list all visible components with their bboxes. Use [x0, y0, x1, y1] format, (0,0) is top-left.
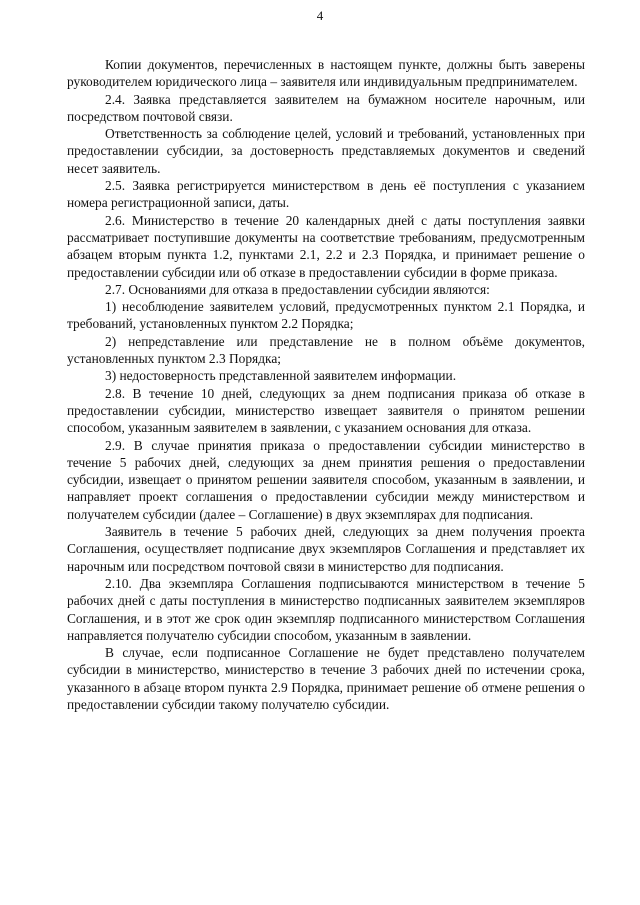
- paragraph-2-9: 2.9. В случае принятия приказа о предоставлении субсидии министерство в течение 5 рабочих дней, следующих за днем принятия решения о предоставлении субсидии, извещает о принятом решении заявителя способом, указанным в заявлении, и направляет проект соглашения о предоставлении субсидии между министерством и получателем субсидии (далее – Соглашение) в двух экземплярах для подписания.: [67, 437, 585, 522]
- paragraph-2-5: 2.5. Заявка регистрируется министерством в день её поступления с указанием номера регистрационной записи, даты.: [67, 178, 585, 211]
- page-number: 4: [316, 8, 324, 23]
- paragraph-2-7: 2.7. Основаниями для отказа в предоставлении субсидии являются:: [105, 281, 490, 297]
- paragraph-2-7-item-2: 2) непредставление или представление не в полном объёме документов, установленных пунктом 2.3 Порядка;: [67, 333, 585, 367]
- paragraph-2-7-item-3: 3) недостоверность представленной заявителем информации.: [105, 368, 457, 384]
- paragraph-2-7-item-1: 1) несоблюдение заявителем условий, предусмотренных пунктом 2.1 Порядка, и требований, установленных пунктом 2.2 Порядка;: [67, 299, 585, 332]
- paragraph-2-4: 2.4. Заявка представляется заявителем на бумажном носителе нарочным, или посредством почтовой связи.: [67, 91, 585, 124]
- paragraph-applicant-signing: Заявитель в течение 5 рабочих дней, следующих за днем получения проекта Соглашения, осуществляет подписание двух экземпляров Соглашения и представляет их нарочным или посредством почтовой связи в министерство для подписания.: [67, 524, 585, 574]
- paragraph-responsibility: Ответственность за соблюдение целей, условий и требований, установленных при предоставлении субсидии, за достоверность представляемых документов и сведений несет заявитель.: [67, 126, 585, 176]
- paragraph-2-10: 2.10. Два экземпляра Соглашения подписываются министерством в течение 5 рабочих дней с даты поступления в министерство подписанных заявителем экземпляров Соглашения, и в этот же срок один экземпляр подписанного министерством Соглашения направляется получателю субсидии способом, указанным в заявлении.: [67, 575, 585, 643]
- paragraph-2-8: 2.8. В течение 10 дней, следующих за днем подписания приказа об отказе в предоставлении субсидии, министерство извещает заявителя о принятом решении способом, указанным заявителем в заявлении, с указанием основания для отказа.: [67, 385, 585, 436]
- paragraph-2-6: 2.6. Министерство в течение 20 календарных дней с даты поступления заявки рассматривает поступившие документы на соответствие требованиям, предусмотренным абзацем вторым пункта 1.2, пунктами 2.1, 2.2 и 2.3 Порядка, и принимает решение о предоставлении субсидии или об отказе в предоставлении субсидии в форме приказа.: [67, 212, 585, 280]
- paragraph-copies-certification: Копии документов, перечисленных в настоящем пункте, должны быть заверены руководителем юридического лица – заявителя или индивидуальным предпринимателем.: [67, 57, 585, 90]
- paragraph-cancellation: В случае, если подписанное Соглашение не будет представлено получателем субсидии в министерство, министерство в течение 3 рабочих дней по истечении срока, указанного в абзаце втором пункта 2.9 Порядка, принимает решение об отмене решения о предоставлении субсидии такому получателю субсидии.: [67, 645, 585, 712]
- document-body: [67, 56, 585, 713]
